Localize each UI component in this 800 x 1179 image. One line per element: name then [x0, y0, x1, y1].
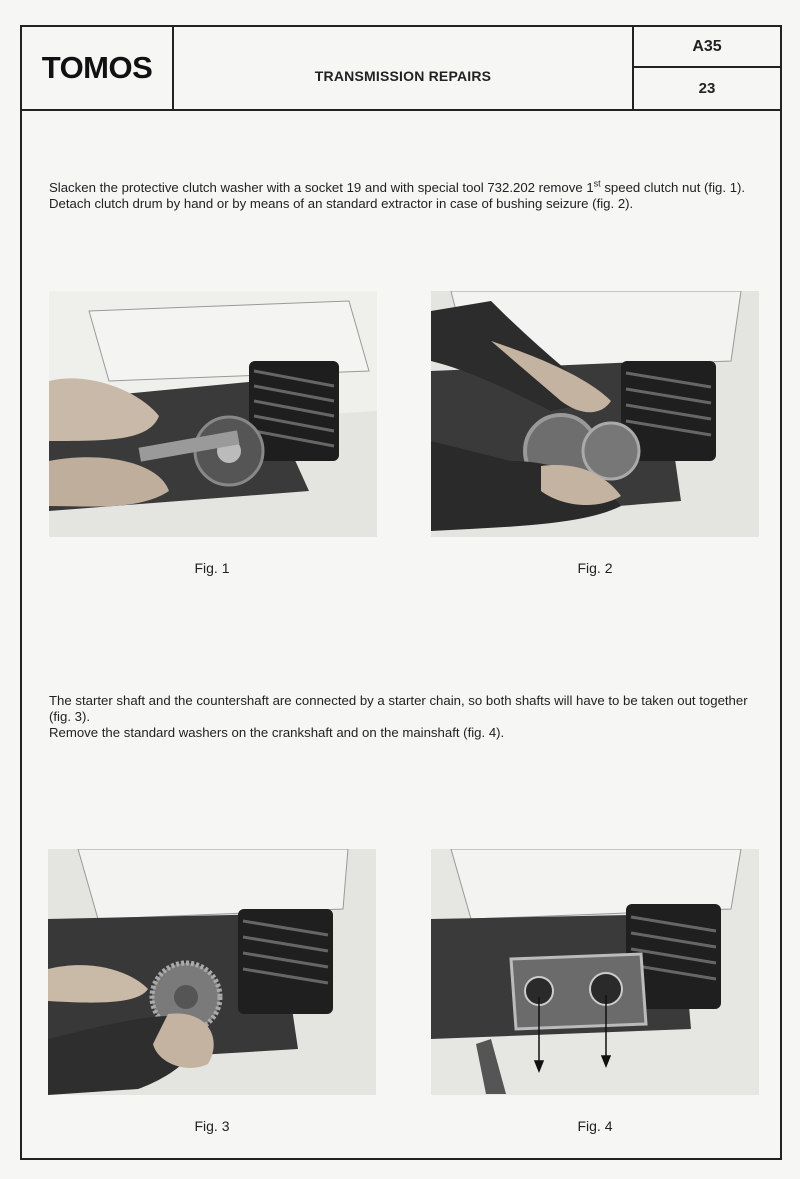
title-cell — [174, 27, 634, 109]
brand-logo: TOMOS — [41, 50, 153, 85]
figure-4-caption: Fig. 4 — [577, 1118, 613, 1134]
figure-4-photo — [431, 849, 759, 1095]
paragraph-line — [49, 180, 759, 196]
page-header — [22, 27, 780, 111]
figure-3-caption: Fig. 3 — [194, 1118, 230, 1134]
paragraph-clutch — [49, 180, 759, 212]
figure-3-photo — [48, 849, 376, 1095]
paragraph-line: The starter shaft and the countershaft are connected by a starter chain, so both shafts will have to be taken out together (fig. 3). — [49, 693, 748, 724]
text-run: Slacken the protective clutch washer with a socket 19 and with special tool 732.202 remove 1 — [49, 180, 594, 195]
paragraph-line: Detach clutch drum by hand or by means of an standard extractor in case of bushing seizure (fig. 2). — [49, 196, 634, 211]
text-run: speed clutch nut (fig. 1). — [600, 180, 746, 195]
page-number: 23 — [698, 80, 716, 97]
figure-2-photo — [431, 291, 759, 537]
superscript: st — [593, 178, 601, 189]
document-code: A35 — [634, 27, 780, 68]
section-title: TRANSMISSION REPAIRS — [314, 68, 492, 84]
paragraph-line: Remove the standard washers on the crankshaft and on the mainshaft (fig. 4). — [49, 725, 505, 740]
paragraph-starter — [49, 693, 759, 741]
figure-1-photo — [49, 291, 377, 537]
logo-cell — [22, 27, 174, 109]
figure-2-caption: Fig. 2 — [577, 560, 613, 576]
figure-1-caption: Fig. 1 — [194, 560, 230, 576]
